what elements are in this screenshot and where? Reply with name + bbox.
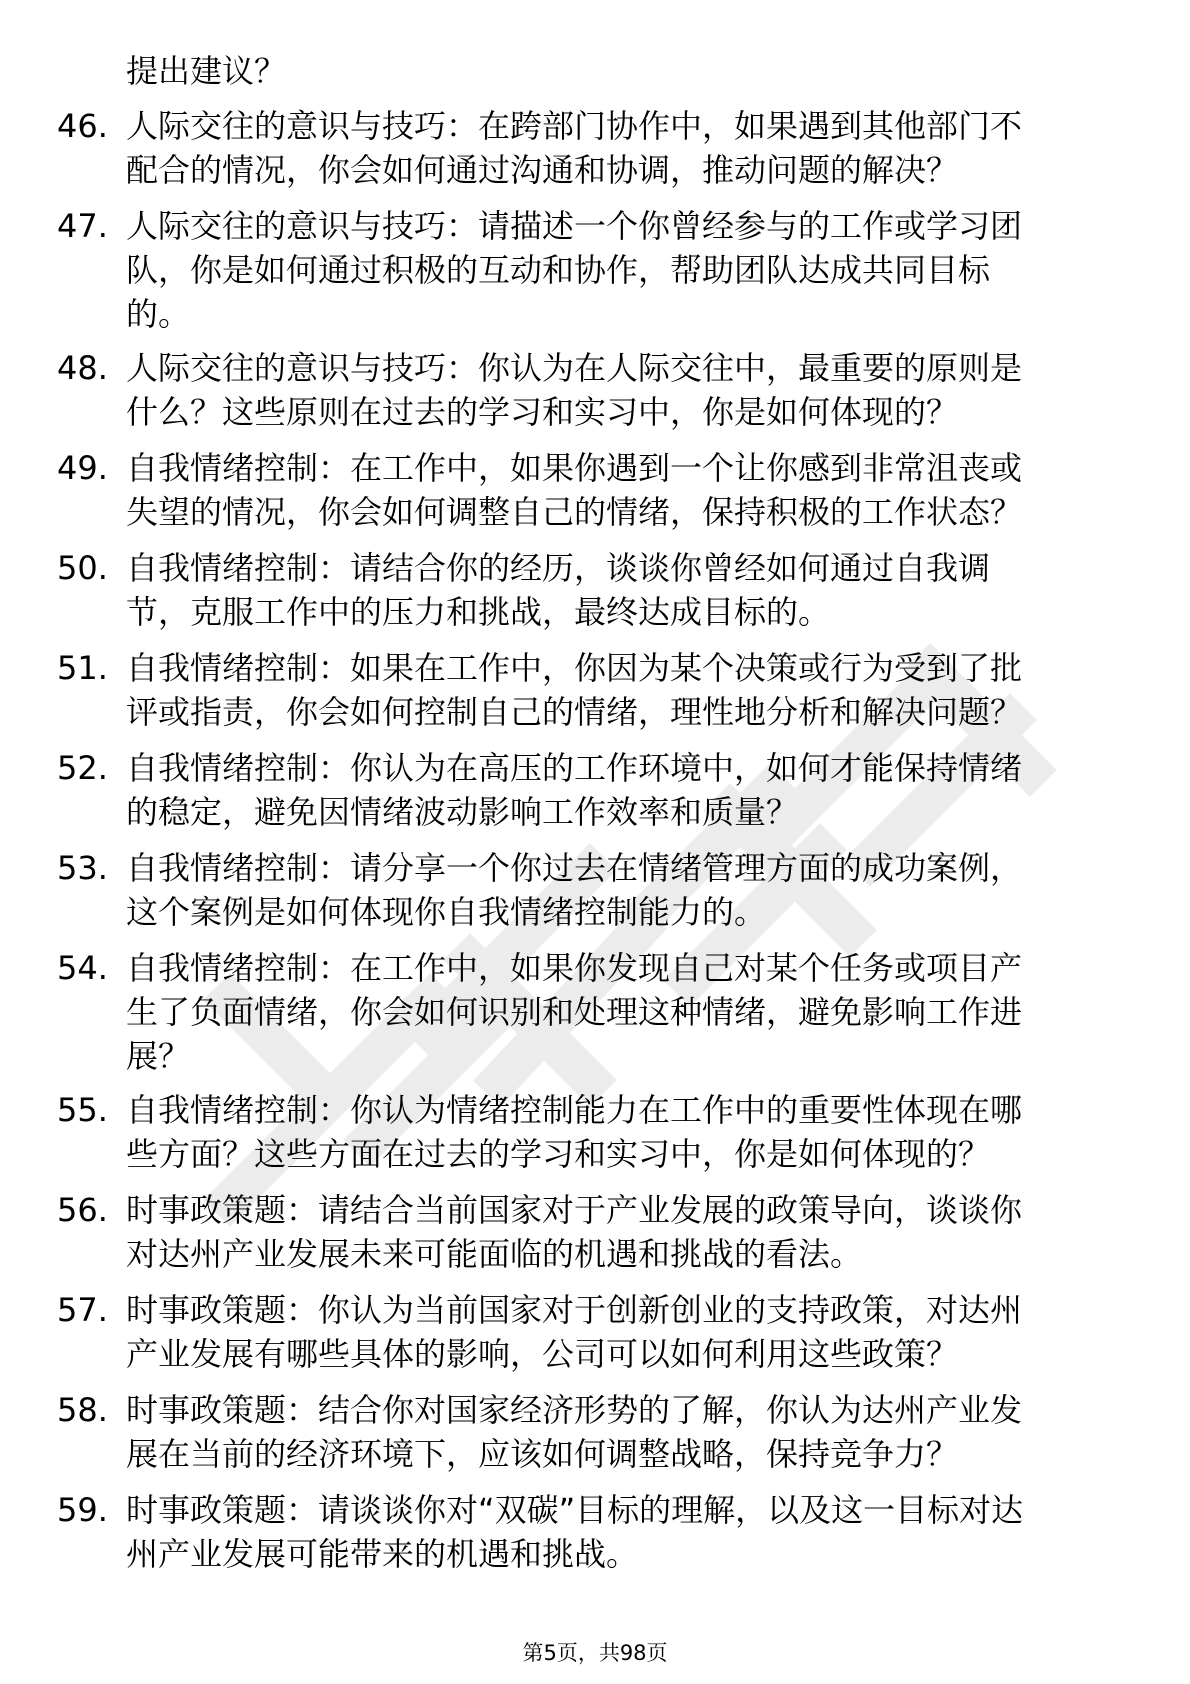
- question-number: 54.: [57, 949, 108, 987]
- question-text-line: 配合的情况，你会如何通过沟通和协调，推动问题的解决？: [126, 151, 959, 189]
- question-text-line: 展在当前的经济环境下，应该如何调整战略，保持竞争力？: [126, 1435, 959, 1473]
- question-number: 59.: [57, 1491, 108, 1529]
- question-text-line: 人际交往的意识与技巧：请描述一个你曾经参与的工作或学习团: [126, 207, 1023, 245]
- question-number: 53.: [57, 849, 108, 887]
- question-text-line: 时事政策题：你认为当前国家对于创新创业的支持政策，对达州: [126, 1291, 1023, 1329]
- question-text: [126, 946, 1126, 1078]
- question-number: 56.: [57, 1191, 108, 1229]
- question-text-line: 生了负面情绪，你会如何识别和处理这种情绪，避免影响工作进: [126, 993, 1023, 1031]
- question-number: 49.: [57, 449, 108, 487]
- question-text-line: 自我情绪控制：在工作中，如果你遇到一个让你感到非常沮丧或: [126, 449, 1023, 487]
- question-text-line: 失望的情况，你会如何调整自己的情绪，保持积极的工作状态？: [126, 493, 1023, 531]
- question-text: [126, 1488, 1126, 1576]
- question-text: [126, 104, 1126, 192]
- question-text: [126, 1388, 1126, 1476]
- question-text-line: 这个案例是如何体现你自我情绪控制能力的。: [126, 893, 767, 931]
- question-text: [126, 1188, 1126, 1276]
- question-text-line: 自我情绪控制：在工作中，如果你发现自己对某个任务或项目产: [126, 949, 1023, 987]
- question-number: 58.: [57, 1391, 108, 1429]
- question-text: [126, 846, 1126, 934]
- question-text-line: 时事政策题：请谈谈你对“双碳”目标的理解，以及这一目标对达: [126, 1491, 1024, 1529]
- question-text-line: 展？: [126, 1037, 191, 1075]
- question-number: 46.: [57, 107, 108, 145]
- question-text-line: 队，你是如何通过积极的互动和协作，帮助团队达成共同目标: [126, 251, 991, 289]
- continuation-text: 提出建议？: [126, 52, 287, 90]
- question-text-line: 州产业发展可能带来的机遇和挑战。: [126, 1535, 639, 1573]
- question-text: [126, 546, 1126, 634]
- question-text: [126, 446, 1126, 534]
- question-text-line: 节，克服工作中的压力和挑战，最终达成目标的。: [126, 593, 831, 631]
- question-text: [126, 1088, 1126, 1176]
- question-text: [126, 646, 1126, 734]
- question-text-line: 自我情绪控制：请分享一个你过去在情绪管理方面的成功案例，: [126, 849, 1023, 887]
- page-footer: 第5页，共98页: [522, 1641, 668, 1665]
- question-text-line: 时事政策题：请结合当前国家对于产业发展的政策导向，谈谈你: [126, 1191, 1023, 1229]
- question-text: [126, 346, 1126, 434]
- question-text-line: 时事政策题：结合你对国家经济形势的了解，你认为达州产业发: [126, 1391, 1023, 1429]
- question-text-line: 什么？这些原则在过去的学习和实习中，你是如何体现的？: [126, 393, 959, 431]
- question-text-line: 些方面？这些方面在过去的学习和实习中，你是如何体现的？: [126, 1135, 991, 1173]
- question-text-line: 的稳定，避免因情绪波动影响工作效率和质量？: [126, 793, 799, 831]
- question-text-line: 自我情绪控制：你认为情绪控制能力在工作中的重要性体现在哪: [126, 1091, 1023, 1129]
- question-number: 52.: [57, 749, 108, 787]
- question-text-line: 自我情绪控制：你认为在高压的工作环境中，如何才能保持情绪: [126, 749, 1023, 787]
- question-text: [126, 1288, 1126, 1376]
- question-text-line: 人际交往的意识与技巧：你认为在人际交往中，最重要的原则是: [126, 349, 1023, 387]
- question-number: 55.: [57, 1091, 108, 1129]
- question-number: 51.: [57, 649, 108, 687]
- question-text-line: 自我情绪控制：请结合你的经历，谈谈你曾经如何通过自我调: [126, 549, 991, 587]
- question-text-line: 产业发展有哪些具体的影响，公司可以如何利用这些政策？: [126, 1335, 959, 1373]
- question-text: [126, 746, 1126, 834]
- question-text-line: 评或指责，你会如何控制自己的情绪，理性地分析和解决问题？: [126, 693, 1023, 731]
- question-number: 57.: [57, 1291, 108, 1329]
- question-text-line: 人际交往的意识与技巧：在跨部门协作中，如果遇到其他部门不: [126, 107, 1023, 145]
- question-number: 48.: [57, 349, 108, 387]
- question-text: [126, 204, 1126, 336]
- question-number: 50.: [57, 549, 108, 587]
- question-text-line: 的。: [126, 295, 191, 333]
- question-text-line: 对达州产业发展未来可能面临的机遇和挑战的看法。: [126, 1235, 863, 1273]
- question-text-line: 自我情绪控制：如果在工作中，你因为某个决策或行为受到了批: [126, 649, 1023, 687]
- question-number: 47.: [57, 207, 108, 245]
